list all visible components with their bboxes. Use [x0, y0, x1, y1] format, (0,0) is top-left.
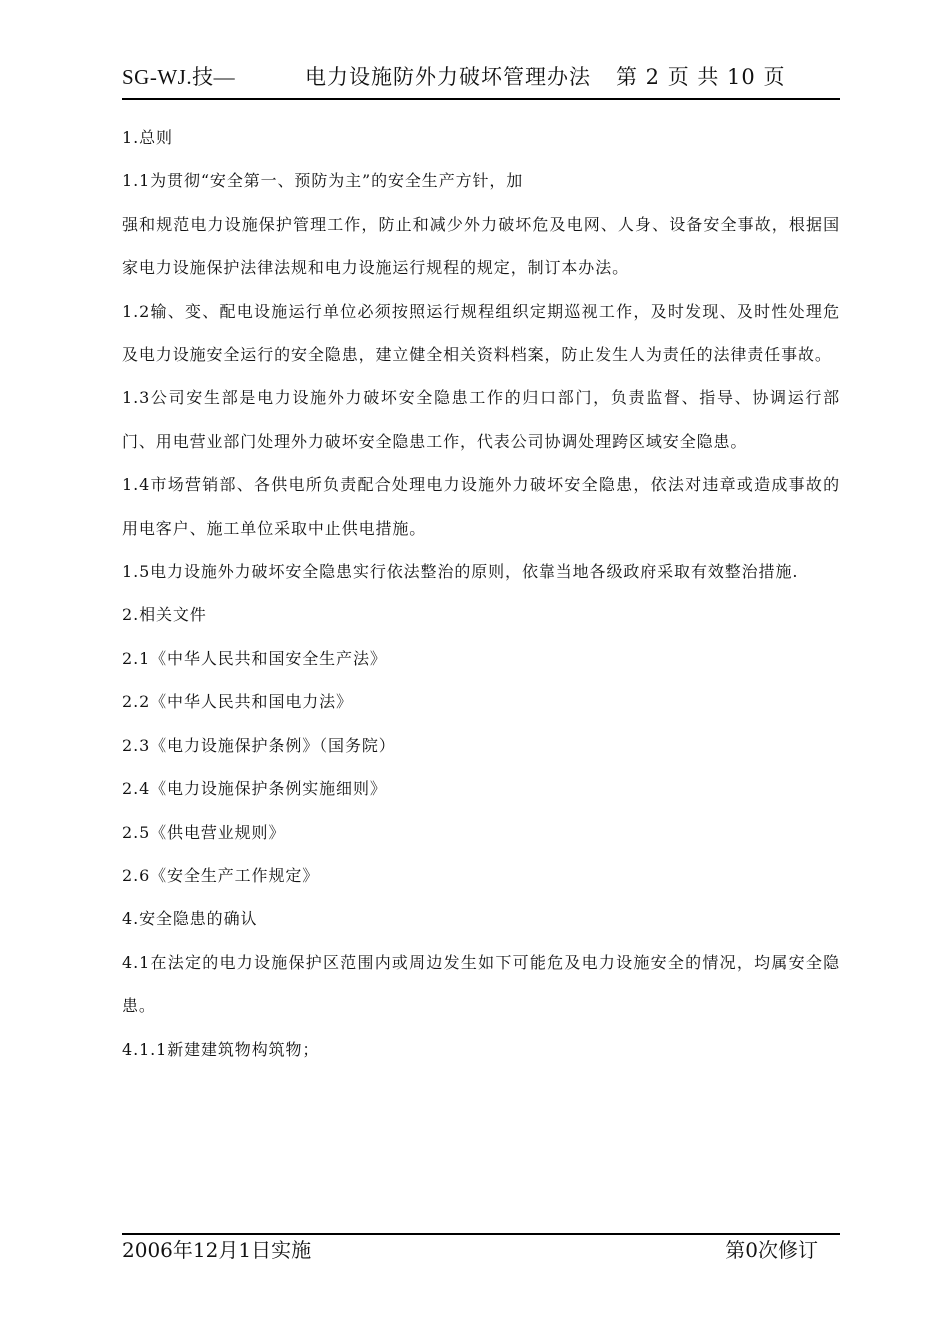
section-heading-related-documents: 2.相关文件 [122, 605, 207, 625]
paragraph-1-2: 1.2输、变、配电设施运行单位必须按照运行规程组织定期巡视工作，及时发现、及时性处理危及电力设施安全运行的安全隐患，建立健全相关资料档案，防止发生人为责任的法律责任事故。 [122, 301, 840, 365]
document-code: SG-WJ.技— [122, 65, 236, 89]
paragraph-4-1: 4.1在法定的电力设施保护区范围内或周边发生如下可能危及电力设施安全的情况，均属安全隐患。 [122, 952, 840, 1016]
related-document-2-3: 2.3《电力设施保护条例》（国务院） [122, 735, 396, 755]
page-header [122, 62, 840, 100]
section-heading-hazard-confirmation: 4.安全隐患的确认 [122, 909, 258, 929]
paragraph-1-4: 1.4市场营销部、各供电所负责配合处理电力设施外力破坏安全隐患，依法对违章或造成事故的用电客户、施工单位采取中止供电措施。 [122, 475, 840, 538]
page-number: 第 2 页 共 10 页 [616, 65, 786, 89]
paragraph-4-1-1: 4.1.1新建建筑物构筑物； [122, 1039, 320, 1059]
paragraph-1-1-continued: 强和规范电力设施保护管理工作，防止和减少外力破坏危及电网、人身、设备安全事故，根据国家电力设施保护法律法规和电力设施运行规程的规定，制订本办法。 [122, 214, 840, 278]
related-document-2-6: 2.6《安全生产工作规定》 [122, 865, 320, 885]
paragraph-1-1-line-1: 1.1为贯彻“安全第一、预防为主”的安全生产方针，加 [122, 171, 524, 191]
effective-date: 2006年12月1日实施 [122, 1238, 312, 1262]
document-body [122, 116, 840, 1071]
related-document-2-5: 2.5《供电营业规则》 [122, 822, 286, 842]
related-document-2-4: 2.4《电力设施保护条例实施细则》 [122, 779, 387, 799]
related-document-2-2: 2.2《中华人民共和国电力法》 [122, 692, 353, 712]
paragraph-1-3: 1.3公司安生部是电力设施外力破坏安全隐患工作的归口部门，负责监督、指导、协调运行部门、用电营业部门处理外力破坏安全隐患工作，代表公司协调处理跨区域安全隐患。 [122, 388, 840, 451]
related-document-2-1: 2.1《中华人民共和国安全生产法》 [122, 648, 387, 668]
document-title: 电力设施防外力破坏管理办法 [305, 65, 591, 89]
paragraph-1-5: 1.5电力设施外力破坏安全隐患实行依法整治的原则，依靠当地各级政府采取有效整治措施. [122, 562, 799, 582]
page-footer [122, 1233, 840, 1265]
revision-number: 第0次修订 [725, 1238, 818, 1262]
section-heading-general: 1.总则 [122, 128, 173, 147]
